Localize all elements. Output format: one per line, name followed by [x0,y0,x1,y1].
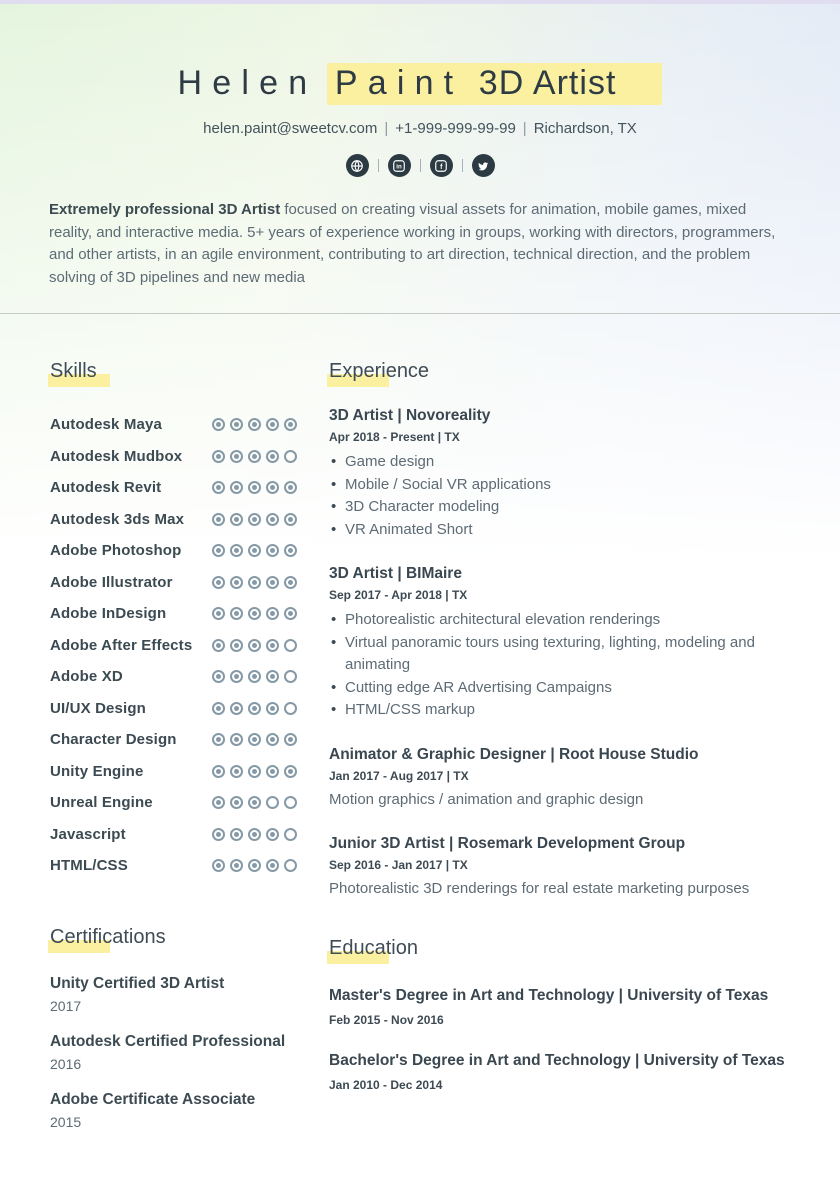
rating-dot-filled [230,418,243,431]
experience-dates: Sep 2017 - Apr 2018 | TX [329,588,468,602]
contact-email[interactable]: helen.paint@sweetcv.com [203,120,378,137]
rating-dot-filled [248,450,261,463]
rating-dot-filled [212,765,225,778]
rating-dot-filled [248,796,261,809]
skill-label: Autodesk Maya [50,416,162,434]
rating-dot-filled [230,765,243,778]
experience-bullet: • HTML/CSS markup [345,699,792,722]
rating-dot-filled [266,576,279,589]
rating-dot-filled [212,670,225,683]
rating-dot-filled [230,859,243,872]
twitter-link[interactable] [472,154,495,177]
skill-rating [212,702,297,715]
rating-dot-filled [212,481,225,494]
rating-dot-filled [248,859,261,872]
skill-label: Adobe Photoshop [50,542,182,560]
skill-label: Unity Engine [50,762,144,780]
rating-dot-filled [230,481,243,494]
skills-list [50,409,297,882]
rating-dot-filled [248,513,261,526]
experience-bullet: • 3D Character modeling [345,496,792,519]
education-dates: Jan 2010 - Dec 2014 [329,1077,443,1092]
certification-item [50,1091,297,1130]
rating-dot-filled [266,639,279,652]
experience-bullet: • VR Animated Short [345,519,792,542]
certification-year: 2016 [50,1055,82,1072]
page-title [0,64,840,103]
rating-dot-filled [248,639,261,652]
education-list [329,984,792,1092]
summary-lead: Extremely professional 3D Artist [49,201,281,218]
rating-dot-filled [212,828,225,841]
rating-dot-filled [284,544,297,557]
skill-label: Javascript [50,825,126,843]
rating-dot-filled [266,859,279,872]
social-separator [462,159,463,172]
rating-dot-filled [266,670,279,683]
svg-text:f: f [440,163,443,171]
rating-dot-filled [248,481,261,494]
certifications-list [50,975,297,1130]
skills-heading: Skills [50,360,97,383]
skill-row [50,661,297,693]
education-item [329,1049,792,1092]
rating-dot-filled [212,796,225,809]
rating-dot-filled [266,481,279,494]
right-column [329,360,792,1149]
svg-text:in: in [396,163,402,171]
skill-row [50,724,297,756]
experience-bullet: • Photorealistic architectural elevation renderings [345,609,792,632]
contact-location: Richardson, TX [533,120,637,137]
rating-dot-filled [248,670,261,683]
skill-row [50,598,297,630]
education-title: Master's Degree in Art and Technology | University of Texas [329,986,769,1004]
rating-dot-filled [266,418,279,431]
rating-dot-filled [230,796,243,809]
experience-title: 3D Artist | BIMaire [329,565,462,582]
skill-rating [212,418,297,431]
rating-dot-empty [284,702,297,715]
rating-dot-filled [284,733,297,746]
rating-dot-filled [284,765,297,778]
skill-row [50,787,297,819]
facebook-link[interactable] [430,154,453,177]
rating-dot-filled [212,576,225,589]
contact-phone: +1-999-999-99-99 [395,120,516,137]
summary-paragraph [49,199,791,289]
rating-dot-filled [284,576,297,589]
candidate-last-name: Paint [334,64,464,102]
rating-dot-filled [248,765,261,778]
contact-separator: | [522,120,527,137]
rating-dot-filled [212,639,225,652]
social-links [0,154,840,177]
rating-dot-empty [266,796,279,809]
skill-rating [212,796,297,809]
skill-row [50,850,297,882]
experience-section [329,360,792,901]
certification-item [50,1033,297,1072]
rating-dot-filled [230,670,243,683]
rating-dot-filled [230,576,243,589]
skill-row [50,535,297,567]
experience-heading: Experience [329,360,429,383]
skill-rating [212,765,297,778]
skill-label: Unreal Engine [50,794,153,812]
education-title: Bachelor's Degree in Art and Technology | University of Texas [329,1051,785,1069]
title-highlight [327,63,663,105]
experience-bullet: • Game design [345,451,792,474]
rating-dot-filled [230,702,243,715]
experience-description: Motion graphics / animation and graphic design [329,790,644,808]
certification-title: Unity Certified 3D Artist [50,974,225,992]
rating-dot-empty [284,639,297,652]
skill-rating [212,607,297,620]
rating-dot-empty [284,859,297,872]
rating-dot-filled [230,828,243,841]
twitter-icon [476,159,490,173]
experience-title: Junior 3D Artist | Rosemark Development Group [329,835,686,852]
skill-label: Adobe Illustrator [50,573,173,591]
experience-bullet: • Virtual panoramic tours using texturing, lighting, modeling and animating [345,632,792,677]
candidate-job-title: 3D Artist [478,64,617,102]
education-section [329,937,792,1092]
certification-item [50,975,297,1014]
skill-label: Character Design [50,731,177,749]
skill-rating [212,481,297,494]
skill-label: Autodesk Revit [50,479,162,497]
summary-body: focused on creating visual assets for animation, mobile games, mixed reality, and interactive media. 5+ years of experience working in groups, working with directors, programmers, and other artists, in an agile environment, contributing to art direction, technical direction, and the problem solving of 3D pipelines and new media [49,201,776,286]
rating-dot-filled [212,418,225,431]
skills-section [50,360,297,882]
rating-dot-filled [230,607,243,620]
skill-row [50,819,297,851]
skill-rating [212,859,297,872]
facebook-icon [434,159,448,173]
rating-dot-filled [212,702,225,715]
certifications-section [50,926,297,1130]
rating-dot-filled [230,733,243,746]
rating-dot-filled [248,576,261,589]
rating-dot-filled [266,828,279,841]
skill-rating [212,639,297,652]
experience-item [329,835,792,901]
rating-dot-filled [248,828,261,841]
rating-dot-empty [284,450,297,463]
rating-dot-filled [212,607,225,620]
rating-dot-filled [284,513,297,526]
skill-rating [212,513,297,526]
experience-dates: Apr 2018 - Present | TX [329,430,460,444]
skill-label: Adobe InDesign [50,605,167,623]
experience-bullet: • Cutting edge AR Advertising Campaigns [345,677,792,700]
rating-dot-filled [266,733,279,746]
rating-dot-filled [212,859,225,872]
skill-label: Autodesk Mudbox [50,447,183,465]
rating-dot-filled [284,607,297,620]
education-heading: Education [329,937,418,960]
certification-title: Adobe Certificate Associate [50,1090,256,1108]
rating-dot-filled [248,733,261,746]
skill-rating [212,544,297,557]
rating-dot-filled [266,702,279,715]
contact-separator: | [384,120,389,137]
content-columns [0,314,840,1149]
experience-item [329,407,792,541]
rating-dot-filled [230,639,243,652]
globe-icon [350,159,364,173]
rating-dot-empty [284,670,297,683]
skill-label: UI/UX Design [50,699,146,717]
certifications-heading: Certifications [50,926,166,949]
rating-dot-filled [248,607,261,620]
linkedin-link[interactable] [388,154,411,177]
certification-year: 2015 [50,1113,82,1130]
experience-list [329,407,792,901]
rating-dot-filled [230,450,243,463]
experience-bullet: • Mobile / Social VR applications [345,474,792,497]
skill-row [50,567,297,599]
rating-dot-filled [212,513,225,526]
skill-row [50,409,297,441]
experience-description: Photorealistic 3D renderings for real estate marketing purposes [329,880,750,897]
resume-header [0,4,840,289]
candidate-first-name: Helen [177,64,318,102]
skill-row [50,472,297,504]
linkedin-icon [392,159,406,173]
education-item [329,984,792,1027]
experience-dates: Sep 2016 - Jan 2017 | TX [329,858,468,872]
website-link[interactable] [346,154,369,177]
rating-dot-filled [266,765,279,778]
experience-bullets [345,451,792,541]
experience-title: Animator & Graphic Designer | Root House Studio [329,745,699,763]
experience-dates: Jan 2017 - Aug 2017 | TX [329,768,469,783]
skill-row [50,504,297,536]
education-dates: Feb 2015 - Nov 2016 [329,1012,444,1027]
skill-row [50,630,297,662]
social-separator [378,159,379,172]
rating-dot-empty [284,828,297,841]
rating-dot-filled [266,450,279,463]
left-column [50,360,297,1149]
rating-dot-filled [230,544,243,557]
skill-rating [212,670,297,683]
rating-dot-filled [248,418,261,431]
skill-label: HTML/CSS [50,857,128,875]
rating-dot-filled [212,544,225,557]
rating-dot-filled [266,513,279,526]
skill-row [50,756,297,788]
rating-dot-filled [230,513,243,526]
rating-dot-empty [284,796,297,809]
skill-rating [212,450,297,463]
rating-dot-filled [212,450,225,463]
contact-line [0,120,840,137]
skill-row [50,693,297,725]
rating-dot-filled [266,607,279,620]
rating-dot-filled [212,733,225,746]
skill-rating [212,828,297,841]
skill-rating [212,576,297,589]
rating-dot-filled [284,481,297,494]
experience-item [329,746,792,812]
rating-dot-filled [284,418,297,431]
rating-dot-filled [248,702,261,715]
skill-rating [212,733,297,746]
experience-title: 3D Artist | Novoreality [329,407,491,424]
rating-dot-filled [248,544,261,557]
certification-year: 2017 [50,997,82,1014]
skill-label: Autodesk 3ds Max [50,510,185,528]
skill-label: Adobe XD [50,668,123,686]
skill-row [50,441,297,473]
experience-bullets [345,609,792,722]
social-separator [420,159,421,172]
experience-item [329,565,792,722]
rating-dot-filled [266,544,279,557]
certification-title: Autodesk Certified Professional [50,1032,286,1050]
skill-label: Adobe After Effects [50,636,193,654]
